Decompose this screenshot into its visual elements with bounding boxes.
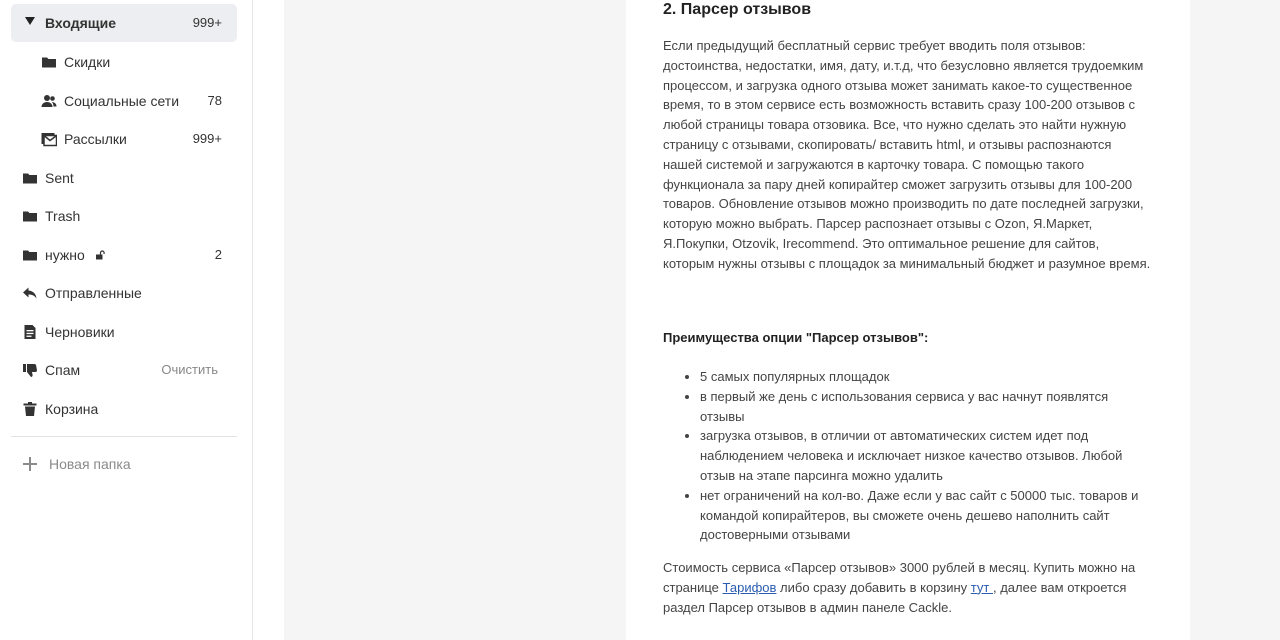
folder-sent[interactable] xyxy=(11,274,237,312)
folder-needed[interactable] xyxy=(11,236,237,274)
unread-count: 2 xyxy=(214,247,222,262)
folder-spam[interactable] xyxy=(11,351,237,389)
letter-paragraph: Если предыдущий бесплатный сервис требует вводить поля отзывов: достоинства, недостатки, имя, дату, и.т.д, что безусловно является трудоемким процессом, и загрузка одного отзыва может занимать какое-то существенное время, то в этом сервисе есть возможность вставить сразу 100-200 отзывов с любой страницы товара отзовика. Все, что нужно сделать это найти нужную страницу с отзывами, скопировать/ вставить html, и отзывы распознаются нашей системой и загружаются в карточку товара. С помощью такого функционала за пару дней копирайтер сможет загрузить отзывы для 100-200 товаров. Обновление отзывов можно производить по дате последней загрузки, которую можно выбрать. Парсер распознает отзывы с Ozon, Я.Маркет, Я.Покупки, Otzovik, Irecommend. Это оптимальное решение для сайтов, которым нужны отзывы с площадок за минимальный бюджет и разумное время. xyxy=(663,38,1151,271)
unread-count: 78 xyxy=(207,93,222,108)
caret-down-icon[interactable] xyxy=(25,17,35,25)
folder-social[interactable] xyxy=(11,82,237,120)
folder-icon xyxy=(22,208,38,224)
folder-label: Trash xyxy=(45,208,81,224)
advantages-list xyxy=(663,367,1153,545)
plus-icon xyxy=(22,456,38,472)
folder-label: Рассылки xyxy=(64,131,127,147)
folder-label: Корзина xyxy=(45,401,99,417)
newsletter-icon xyxy=(41,131,57,147)
price-paragraph xyxy=(663,558,1153,617)
unread-count: 999+ xyxy=(192,131,222,146)
trash-icon xyxy=(22,401,38,417)
folder-label: Черновики xyxy=(45,324,115,340)
letter-body xyxy=(626,0,1190,640)
folder-label: нужно xyxy=(45,247,85,263)
sidebar-divider xyxy=(11,436,237,437)
folder-label: Скидки xyxy=(64,54,111,70)
letter-heading: 2. Парсер отзывов xyxy=(663,1,812,18)
thumb-down-icon xyxy=(22,362,38,378)
folder-label: Спам xyxy=(45,362,81,378)
price-text-2: либо сразу добавить в корзину xyxy=(776,579,971,595)
new-folder-label: Новая папка xyxy=(49,456,131,472)
new-folder-button[interactable] xyxy=(22,454,131,474)
folder-inbox[interactable] xyxy=(11,4,237,42)
reply-icon xyxy=(22,285,38,301)
folder-label: Отправленные xyxy=(45,285,142,301)
folder-icon xyxy=(41,54,57,70)
list-item: • в первый же день с использования сервиса у вас начнут появлятся отзывы xyxy=(700,387,1153,427)
folder-sidebar xyxy=(0,0,253,640)
list-item: • нет ограничений на кол-во. Даже если у вас сайт с 50000 тыс. товаров и командой копирайтеров, вы сможете очень дешево наполнить сайт достоверными отзывами xyxy=(700,486,1153,545)
folder-icon xyxy=(22,170,38,186)
folder-sent-en[interactable] xyxy=(11,159,237,197)
folder-trash-en[interactable] xyxy=(11,197,237,235)
unread-count: 999+ xyxy=(192,15,222,30)
people-icon xyxy=(41,93,57,109)
folder-drafts[interactable] xyxy=(11,313,237,351)
unlock-icon xyxy=(95,250,105,260)
folder-trash[interactable] xyxy=(11,390,237,428)
advantages-title: Преимущества опции "Парсер отзывов": xyxy=(663,330,929,345)
draft-icon xyxy=(22,324,38,340)
price-text-1: Стоимость сервиса «Парсер отзывов» 3000 рублей в месяц. Купить можно на странице xyxy=(663,560,1136,595)
list-item: • загрузка отзывов, в отличии от автоматических систем идет под наблюдением человека и исключает низкое качество отзывов. Любой отзыв на этапе парсинга можно удалить xyxy=(700,426,1153,485)
folder-icon xyxy=(22,247,38,263)
list-item: • 5 самых популярных площадок xyxy=(700,367,1153,387)
clear-spam-button[interactable]: Очистить xyxy=(161,362,218,377)
add-to-cart-link[interactable]: тут xyxy=(970,579,993,595)
folder-label: Sent xyxy=(45,170,74,186)
folder-label: Входящие xyxy=(45,15,116,31)
price-text-3: , далее вам откроется раздел Парсер отзывов в админ панеле Cackle. xyxy=(663,579,1127,615)
folder-newsletters[interactable] xyxy=(11,120,237,158)
folder-discounts[interactable] xyxy=(11,43,237,81)
folder-label: Социальные сети xyxy=(64,93,180,109)
tariffs-link[interactable]: Тарифов xyxy=(722,579,777,595)
